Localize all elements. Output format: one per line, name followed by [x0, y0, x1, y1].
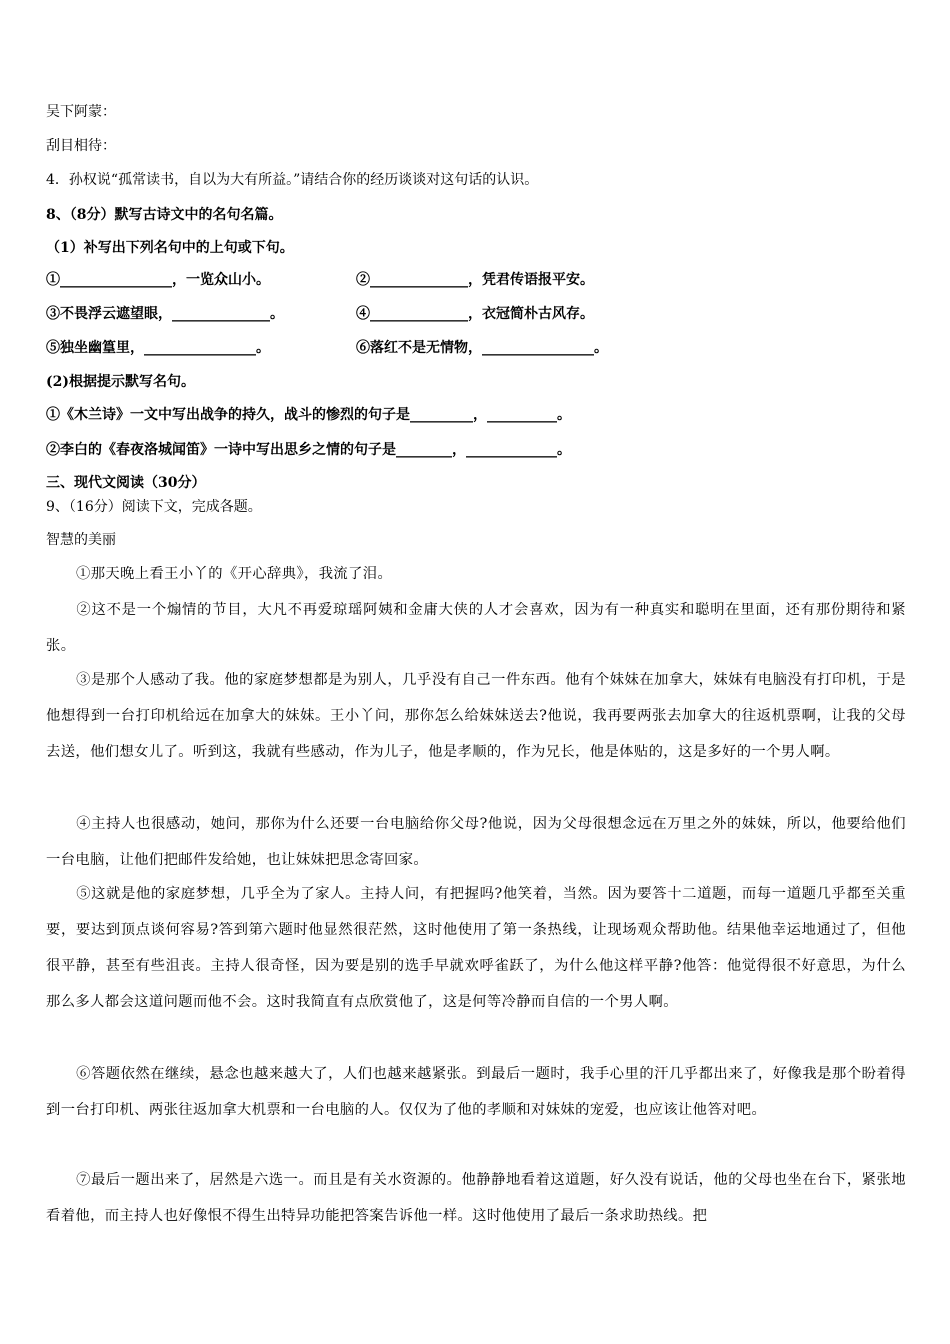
- paragraph-2: [46, 592, 906, 664]
- question-4: 4．孙权说“孤常读书，自以为大有所益。”请结合你的经历谈谈对这句话的认识。: [46, 172, 539, 188]
- q8-row-2: [46, 304, 906, 324]
- q8-part1-title: （1）补写出下列名句中的上句或下句。: [46, 240, 294, 256]
- paragraph-5-text: ⑤这就是他的家庭梦想，几乎全为了家人。主持人问，有把握吗?他笑着，当然。因为要答十二道题，而每一道题几乎都至关重要，要达到顶点谈何容易?答到第六题时他显然很茫然，这时他使用了第一条热线，让现场观众帮助他。结果他幸运地通过了，但他很平静，甚至有些沮丧。主持人很奇怪，因为要是别的选手早就欢呼雀跃了，为什么他这样平静?他答：他觉得很不好意思，为什么那么多人都会这道问题而他不会。这时我简直有点欣赏他了，这是何等冷静而自信的一个男人啊。: [46, 886, 906, 1010]
- blank-item-6: ⑥落红不是无情物，________________。: [356, 340, 608, 356]
- line-wuxia-amen: 吴下阿蒙：: [46, 104, 116, 120]
- blank-item-1: ①________________，一览众山小。: [46, 272, 270, 288]
- q8-row-3: [46, 338, 906, 358]
- section3-title: 三、现代文阅读（30分）: [46, 475, 206, 491]
- paragraph-6-text: ⑥答题依然在继续，悬念也越来越大了，人们也越来越紧张。到最后一题时，我手心里的汗几乎都出来了，好像我是那个盼着得到一台打印机、两张往返加拿大机票和一台电脑的人。仅仅为了他的孝顺和对妹妹的宠爱，也应该让他答对吧。: [46, 1066, 906, 1118]
- paragraph-6: [46, 1056, 906, 1128]
- line-guamu-xiangdai: 刮目相待：: [46, 138, 116, 154]
- blank-item-2: ②______________，凭君传语报平安。: [356, 272, 594, 288]
- article-title: 智慧的美丽: [46, 532, 116, 548]
- q8-part2-title: (2)根据提示默写名句。: [46, 374, 195, 390]
- q9-prompt: 9、（16分）阅读下文，完成各题。: [46, 499, 262, 515]
- blank-item-5: ⑤独坐幽篁里，________________。: [46, 340, 270, 356]
- q8-part2-item-2: ②李白的《春夜洛城闻笛》一诗中写出思乡之情的句子是________，_____________。: [46, 442, 571, 458]
- q8-row-1: [46, 270, 906, 290]
- blank-item-4: ④______________，衣冠简朴古风存。: [356, 306, 594, 322]
- paragraph-7: [46, 1162, 906, 1234]
- paragraph-3-text: ③是那个人感动了我。他的家庭梦想都是为别人，几乎没有自己一件东西。他有个妹妹在加拿大，妹妹有电脑没有打印机，于是他想得到一台打印机给远在加拿大的妹妹。王小丫问，那你怎么给妹妹送去?他说，我再要两张去加拿大的往返机票啊，让我的父母去送，他们想女儿了。听到这，我就有些感动，作为儿子，他是孝顺的，作为兄长，他是体贴的，这是多好的一个男人啊。: [46, 672, 906, 760]
- paragraph-1: [46, 556, 906, 592]
- paragraph-4: [46, 806, 906, 878]
- paragraph-2-text: ②这不是一个煽情的节目，大凡不再爱琼瑶阿姨和金庸大侠的人才会喜欢，因为有一种真实和聪明在里面，还有那份期待和紧张。: [46, 602, 906, 654]
- paragraph-3: [46, 662, 906, 770]
- q8-part2-item-1: ①《木兰诗》一文中写出战争的持久，战斗的惨烈的句子是_________，__________。: [46, 407, 571, 423]
- q8-title: 8、（8分）默写古诗文中的名句名篇。: [46, 207, 283, 223]
- paragraph-7-text: ⑦最后一题出来了，居然是六选一。而且是有关水资源的。他静静地看着这道题，好久没有说话，他的父母也坐在台下，紧张地看着他，而主持人也好像恨不得生出特异功能把答案告诉他一样。这时他使用了最后一条求助热线。把: [46, 1172, 906, 1224]
- blank-item-3: ③不畏浮云遮望眼，______________。: [46, 306, 284, 322]
- paragraph-5: [46, 876, 906, 1020]
- paragraph-4-text: ④主持人也很感动，她问，那你为什么还要一台电脑给你父母?他说，因为父母很想念远在万里之外的妹妹，所以，他要给他们一台电脑，让他们把邮件发给她，也让妹妹把思念寄回家。: [46, 816, 906, 868]
- paragraph-1-text: ①那天晚上看王小丫的《开心辞典》，我流了泪。: [76, 566, 393, 582]
